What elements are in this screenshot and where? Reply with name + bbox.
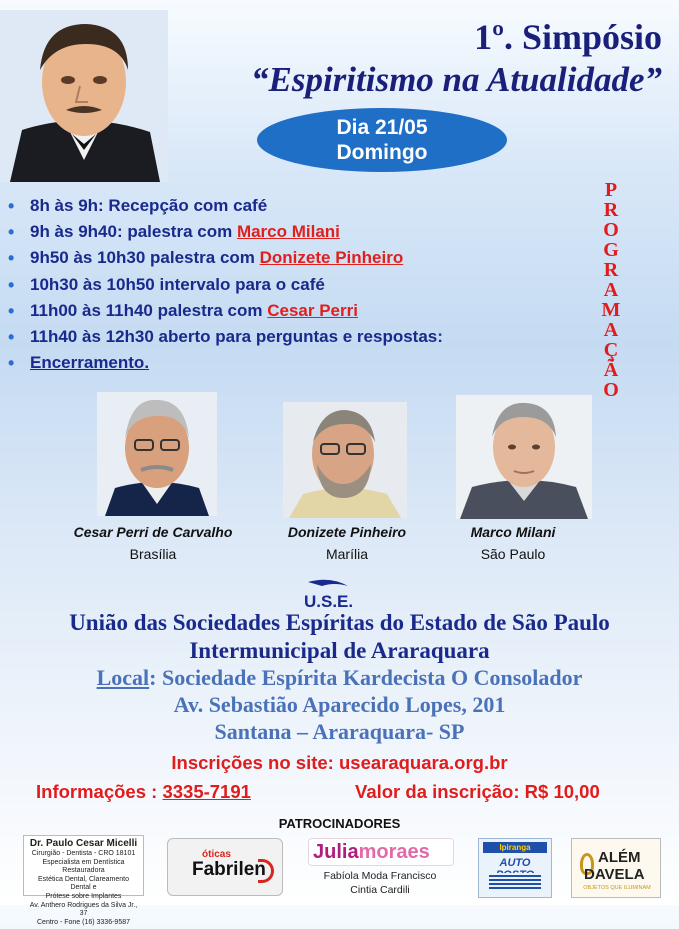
speaker-city: Brasília bbox=[129, 546, 177, 562]
schedule-text: 11h40 às 12h30 aberto para perguntas e respostas: bbox=[30, 326, 443, 346]
dentist-spec: Estética Dental, Clareamento Dental e bbox=[37, 875, 130, 892]
vertical-letter: A bbox=[603, 279, 619, 301]
date-badge bbox=[257, 108, 507, 172]
symposium-title: 1º. Simpósio bbox=[474, 17, 662, 57]
dentist-spec: Especialista em Dentística Restauradora bbox=[42, 858, 125, 875]
symposium-subtitle: “Espiritismo na Atualidade” bbox=[250, 60, 662, 99]
speaker-link-donizete-pinheiro[interactable]: Donizete Pinheiro bbox=[259, 248, 404, 268]
speaker-link-cesar-perri[interactable]: Cesar Perri bbox=[267, 300, 358, 320]
vertical-letter: A bbox=[603, 319, 619, 341]
oticas-label: óticas bbox=[202, 849, 231, 860]
location-venue: : Sociedade Espírita Kardecista O Consolador bbox=[149, 665, 583, 690]
ipiranga-stripes-icon bbox=[489, 873, 541, 889]
registration-site[interactable]: Inscrições no site: usearaquara.org.br bbox=[171, 752, 508, 773]
vertical-letter: R bbox=[603, 259, 619, 281]
speaker-photo-donizete-pinheiro bbox=[283, 402, 407, 518]
vertical-letter: P bbox=[604, 179, 618, 201]
dentist-address: Av. Anthero Rodrigues da Silva Jr., 37 bbox=[29, 901, 138, 918]
schedule-item bbox=[8, 248, 548, 274]
location-venue-line bbox=[0, 665, 679, 691]
julia-caption: Cintia Cardili bbox=[350, 884, 410, 896]
vertical-letter: O bbox=[603, 219, 619, 241]
julia-brand-b: moraes bbox=[358, 841, 430, 863]
schedule-list bbox=[8, 196, 548, 379]
vertical-letter: O bbox=[603, 379, 619, 401]
speaker-name: Cesar Perri de Carvalho bbox=[73, 524, 233, 540]
alem-line1: ALÉM bbox=[598, 849, 641, 866]
speaker-name: Marco Milani bbox=[470, 524, 556, 540]
dentist-role: Cirurgião - Dentista - CRO 18101 bbox=[31, 850, 136, 857]
date-day: Dia 21/05 bbox=[336, 116, 428, 139]
alem-sub: OBJETOS QUE ILUMINAM bbox=[583, 885, 651, 891]
organization-name: União das Sociedades Espíritas do Estado de São Paulo bbox=[69, 610, 610, 635]
schedule-item bbox=[8, 301, 548, 327]
julia-brand-a: Julia bbox=[313, 841, 359, 863]
location-street: Av. Sebastião Aparecido Lopes, 201 bbox=[173, 692, 506, 717]
ipiranga-brand: Ipiranga bbox=[483, 842, 547, 853]
location-label: Local bbox=[96, 665, 150, 690]
speaker-name: Donizete Pinheiro bbox=[287, 524, 407, 540]
speaker-link-marco-milani[interactable]: Marco Milani bbox=[236, 222, 340, 242]
schedule-item bbox=[8, 327, 548, 353]
speaker-city: Marília bbox=[325, 546, 368, 562]
schedule-item bbox=[8, 353, 548, 379]
dentist-spec: Prótese sobre Implantes bbox=[45, 892, 122, 900]
schedule-item bbox=[8, 196, 548, 222]
schedule-text: 11h00 às 11h40 palestra com bbox=[30, 300, 268, 320]
vertical-letter: R bbox=[603, 199, 619, 221]
info-phone[interactable]: 3335-7191 bbox=[162, 781, 251, 802]
oticas-brand: Fabrilen bbox=[192, 859, 266, 880]
location-city: Santana – Araraquara- SP bbox=[214, 719, 465, 744]
vertical-letter: Ã bbox=[603, 359, 619, 381]
vertical-letter: G bbox=[603, 239, 619, 261]
oticas-swoosh-icon bbox=[258, 859, 274, 883]
sponsor-auto-posto-ipiranga bbox=[478, 838, 552, 898]
dentist-name: Dr. Paulo Cesar Micelli bbox=[29, 838, 138, 849]
use-logo bbox=[300, 578, 370, 610]
speaker-city: São Paulo bbox=[480, 546, 546, 562]
schedule-text: 8h às 9h: Recepção com café bbox=[30, 196, 268, 215]
schedule-text: 9h às 9h40: palestra com bbox=[30, 222, 237, 242]
sponsors-title: PATROCINADORES bbox=[278, 816, 401, 831]
vertical-letter: Ç bbox=[603, 339, 619, 361]
sponsor-dentist-card bbox=[23, 835, 144, 926]
sponsor-oticas-fabrilen bbox=[167, 838, 283, 896]
schedule-item bbox=[8, 222, 548, 248]
ipiranga-name: AUTO bbox=[499, 857, 531, 869]
programacao-vertical-label bbox=[593, 180, 629, 400]
closing-link[interactable]: Encerramento. bbox=[30, 353, 150, 373]
schedule-item bbox=[8, 275, 548, 301]
schedule-text: 10h30 às 10h50 intervalo para o café bbox=[30, 274, 325, 294]
julia-brand bbox=[313, 841, 430, 864]
speaker-photo-marco-milani bbox=[456, 395, 592, 519]
date-weekday: Domingo bbox=[336, 141, 428, 164]
dentist-phone: Centro - Fone (16) 3336-9587 bbox=[37, 918, 130, 926]
alem-line2: DAVELA bbox=[584, 866, 645, 883]
julia-caption: Fabíola Moda Francisco bbox=[323, 870, 437, 882]
kardec-portrait bbox=[0, 10, 168, 182]
organization-branch: Intermunicipal de Araraquara bbox=[189, 638, 490, 663]
info-line bbox=[36, 781, 251, 803]
info-label: Informações : bbox=[36, 781, 163, 802]
sponsor-julia-moraes bbox=[308, 838, 454, 866]
sponsor-alem-da-vela bbox=[571, 838, 661, 898]
schedule-text: 9h50 às 10h30 palestra com bbox=[30, 248, 260, 268]
registration-fee: Valor da inscrição: R$ 10,00 bbox=[355, 781, 600, 802]
speaker-photo-cesar-perri bbox=[97, 392, 217, 516]
use-logo-text: U.S.E. bbox=[304, 592, 354, 611]
vertical-letter: M bbox=[601, 299, 621, 321]
